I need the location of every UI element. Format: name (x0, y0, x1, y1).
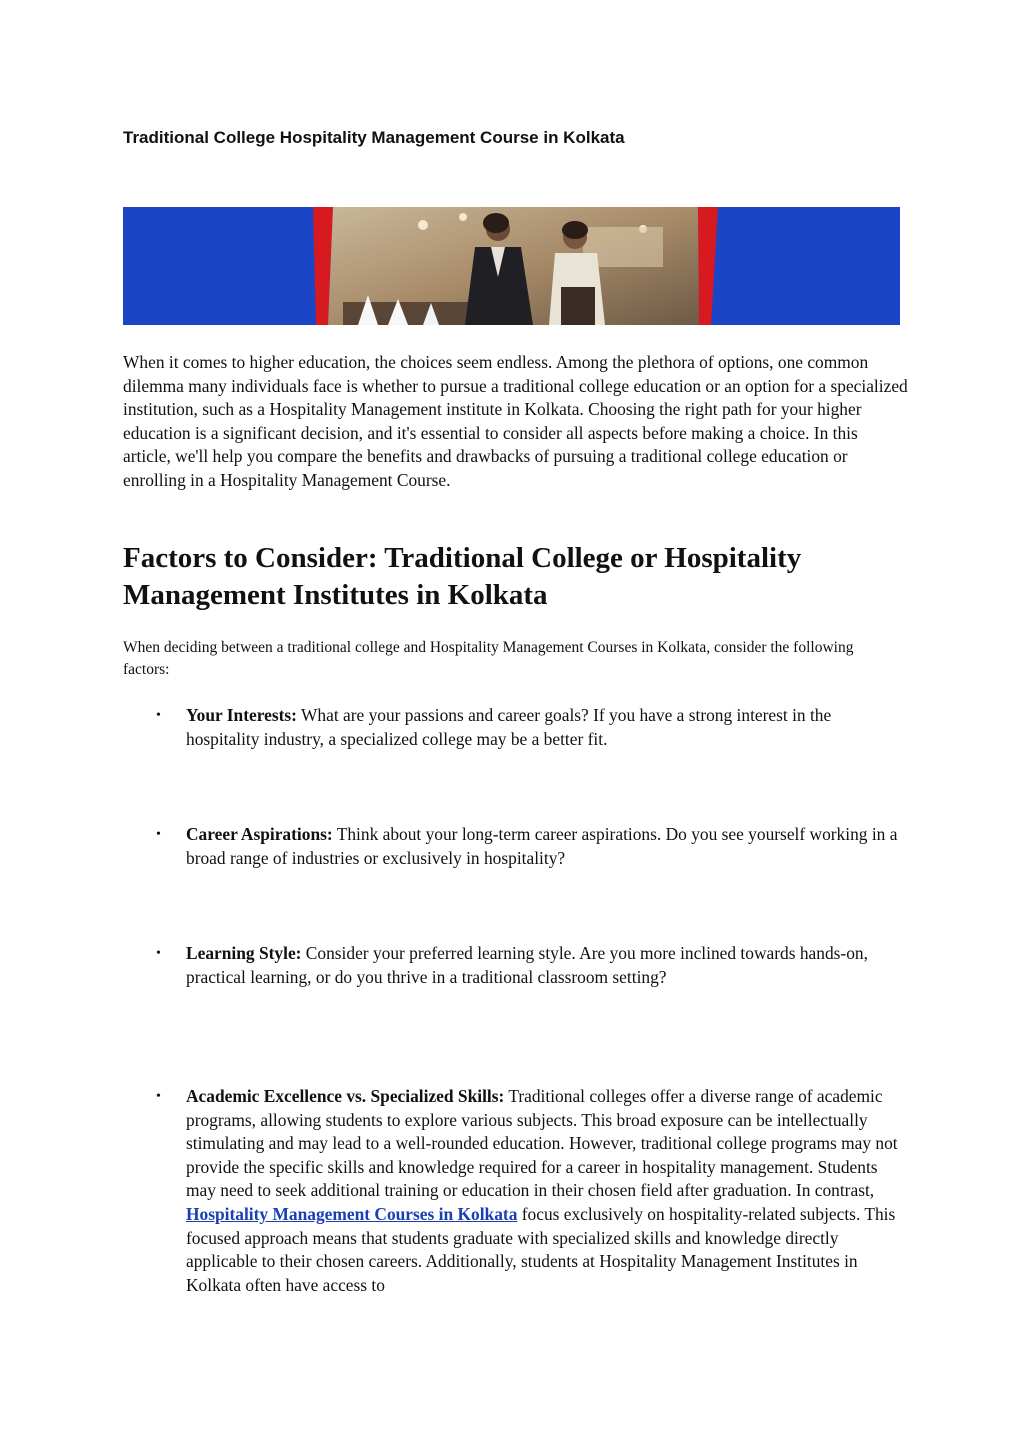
list-item-text (186, 1085, 906, 1297)
hospitality-banner-image (123, 207, 900, 325)
list-item-label: Your Interests: (186, 705, 297, 725)
list-item-body: Traditional colleges offer a diverse range of academic programs, allowing students to explore various subjects. This broad exposure can be intellectually stimulating and may lead to a well-rounded education. However, traditional college programs may not provide the specific skills and knowledge required for a career in hospitality management. Students may need to seek additional training or education in their chosen field after graduation. In contrast, (186, 1086, 898, 1201)
bullet-icon: • (156, 827, 161, 842)
hospitality-courses-link[interactable]: Hospitality Management Courses in Kolkata (186, 1203, 518, 1224)
list-item-label: Career Aspirations: (186, 824, 333, 844)
list-item-body: Think about your long-term career aspirations. Do you see yourself working in a broad range of industries or exclusively in hospitality? (186, 824, 898, 868)
list-item-text (186, 823, 906, 870)
list-item-body: What are your passions and career goals? If you have a strong interest in the hospitality industry, a specialized college may be a better fit. (186, 705, 832, 749)
bullet-icon: • (156, 708, 161, 723)
list-item-label: Learning Style: (186, 943, 302, 963)
list-item-text (186, 704, 906, 751)
document-title: Traditional College Hospitality Management Course in Kolkata (123, 128, 625, 147)
banner-illustration (123, 207, 900, 325)
list-item-label: Academic Excellence vs. Specialized Skills: (186, 1086, 505, 1106)
list-item-body: Consider your preferred learning style. Are you more inclined towards hands-on, practical learning, or do you thrive in a traditional classroom setting? (186, 943, 868, 987)
section-heading: Factors to Consider: Traditional College or Hospitality Management Institutes in Kolkata (123, 542, 802, 611)
section-lead: When deciding between a traditional college and Hospitality Management Courses in Kolkata, consider the following factors: (123, 639, 854, 678)
list-item-body-continued: focus exclusively on hospitality-related subjects. This focused approach means that students graduate with specialized skills and knowledge directly applicable to their chosen careers. Additionally, students at Hospitality Management Institutes in Kolkata often have access to (186, 1203, 896, 1295)
bullet-icon: • (156, 1089, 161, 1104)
intro-paragraph: When it comes to higher education, the choices seem endless. Among the plethora of options, one common dilemma many individuals face is whether to pursue a traditional college education or an option for a specialized institution, such as a Hospitality Management institute in Kolkata. Choosing the right path for your higher education is a significant decision, and it's essential to consider all aspects before making a choice. In this article, we'll help you compare the benefits and drawbacks of pursuing a traditional college education or enrolling in a Hospitality Management Course. (123, 352, 908, 490)
bullet-icon: • (156, 946, 161, 961)
list-item-text (186, 942, 906, 989)
